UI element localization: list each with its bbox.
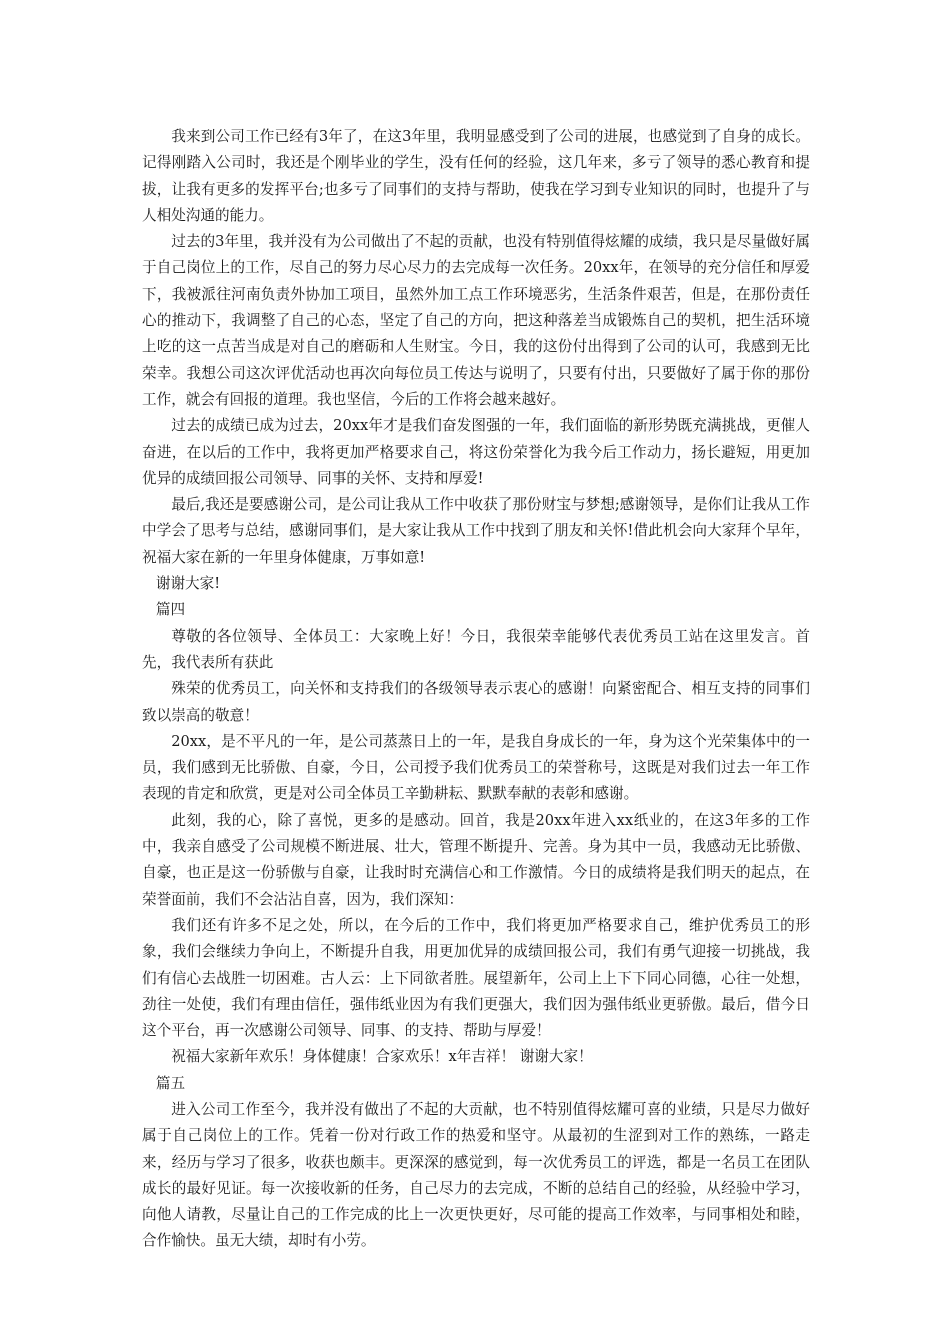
paragraph: 祝福大家新年欢乐！身体健康！合家欢乐！x年吉祥！ 谢谢大家！ <box>171 1048 593 1066</box>
closing-line: 谢谢大家! <box>155 575 221 593</box>
paragraph: 殊荣的优秀员工，向关怀和支持我们的各级领导表示衷心的感谢！向紧密配合、相互支持的同事们致以崇高的敬意！ <box>142 680 810 724</box>
section-heading: 篇五 <box>155 1074 186 1092</box>
paragraph: 最后,我还是要感谢公司，是公司让我从工作中收获了那份财宝与梦想;感谢领导，是你们让我从工作中学会了思考与总结，感谢同事们，是大家让我从工作中找到了朋友和关怀!借此机会向大家拜个早年，祝福大家在新的一年里身体健康，万事如意! <box>142 496 810 566</box>
document-body <box>142 124 810 1255</box>
section-heading: 篇四 <box>155 601 186 619</box>
paragraph: 20xx，是不平凡的一年，是公司蒸蒸日上的一年，是我自身成长的一年，身为这个光荣集体中的一员，我们感到无比骄傲、自豪，今日，公司授予我们优秀员工的荣誉称号，这既是对我们过去一年工作表现的肯定和欣赏，更是对公司全体员工辛勤耕耘、默默奉献的表彰和感谢。 <box>142 732 810 803</box>
paragraph: 过去的成绩已成为过去，20xx年才是我们奋发图强的一年，我们面临的新形势既充满挑战，更催人奋进，在以后的工作中，我将更加严格要求自己，将这份荣誉化为我今后工作动力，扬长避短，用更加优异的成绩回报公司领导、同事的关怀、支持和厚爱! <box>142 417 810 487</box>
paragraph: 过去的3年里，我并没有为公司做出了不起的贡献，也没有特别值得炫耀的成绩，我只是尽量做好属于自己岗位上的工作，尽自己的努力尽心尽力的去完成每一次任务。20xx年，在领导的充分信任和厚爱下，我被派往河南负责外协加工项目，虽然外加工点工作环境恶劣，生活条件艰苦，但是，在那份责任心的推动下，我调整了自己的心态，坚定了自己的方向，把这种落差当成锻炼自己的契机，把生活环境上吃的这一点苦当成是对自己的磨砺和人生财宝。今日，我的这份付出得到了公司的认可，我感到无比荣幸。我想公司这次评优活动也再次向每位员工传达与说明了，只要有付出，只要做好了属于你的那份工作，就会有回报的道理。我也坚信，今后的工作将会越来越好。 <box>142 233 810 408</box>
paragraph: 尊敬的各位领导、全体员工：大家晚上好！今日，我很荣幸能够代表优秀员工站在这里发言。首先，我代表所有获此 <box>142 627 810 671</box>
paragraph: 进入公司工作至今，我并没有做出了不起的大贡献，也不特别值得炫耀可喜的业绩，只是尽力做好属于自己岗位上的工作。凭着一份对行政工作的热爱和坚守。从最初的生涩到对工作的熟练，一路走来，经历与学习了很多，收获也颇丰。更深深的感觉到，每一次优秀员工的评选，都是一名员工在团队成长的最好见证。每一次接收新的任务，自己尽力的去完成，不断的总结自己的经验，从经验中学习，向他人请教，尽量让自己的工作完成的比上一次更快更好，尽可能的提高工作效率，与同事相处和睦，合作愉快。虽无大绩，却时有小劳。 <box>142 1100 810 1250</box>
paragraph: 我来到公司工作已经有3年了，在这3年里，我明显感受到了公司的进展，也感觉到了自身的成长。记得刚踏入公司时，我还是个刚毕业的学生，没有任何的经验，这几年来，多亏了领导的悉心教育和提拔，让我有更多的发挥平台;也多亏了同事们的支持与帮助，使我在学习到专业知识的同时，也提升了与人相处沟通的能力。 <box>142 128 810 224</box>
paragraph: 我们还有许多不足之处，所以，在今后的工作中，我们将更加严格要求自己，维护优秀员工的形象，我们会继续力争向上，不断提升自我，用更加优异的成绩回报公司，我们有勇气迎接一切挑战，我们有信心去战胜一切困难。古人云：上下同欲者胜。展望新年，公司上上下下同心同德，心往一处想，劲往一处使，我们有理由信任，强伟纸业因为有我们更强大，我们因为强伟纸业更骄傲。最后，借今日这个平台，再一次感谢公司领导、同事、的支持、帮助与厚爱！ <box>142 916 810 1040</box>
paragraph: 此刻，我的心，除了喜悦，更多的是感动。回首，我是20xx年进入xx纸业的，在这3年多的工作中，我亲自感受了公司规模不断进展、壮大，管理不断提升、完善。身为其中一员，我感动无比骄傲、自豪，也正是这一份骄傲与自豪，让我时时充满信心和工作激情。今日的成绩将是我们明天的起点，在荣誉面前，我们不会沾沾自喜，因为，我们深知： <box>142 811 810 908</box>
